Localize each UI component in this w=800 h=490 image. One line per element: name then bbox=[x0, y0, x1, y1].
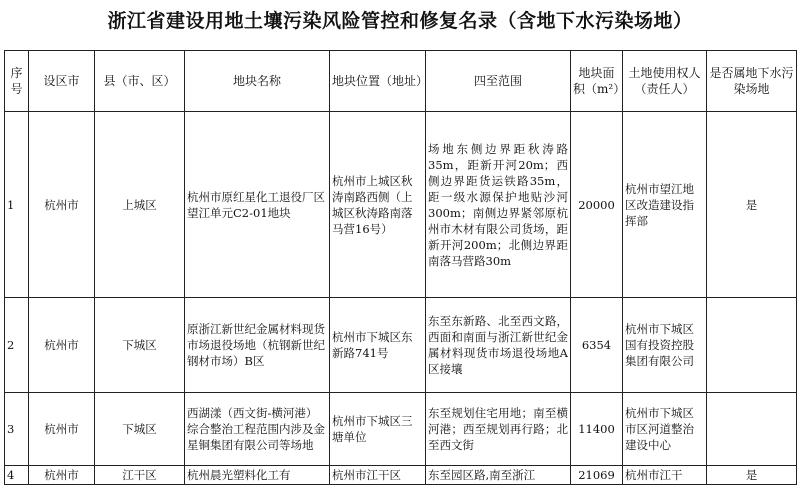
row-area: 11400 bbox=[571, 393, 623, 466]
row-boundary: 东至东新路、北至西文路，西面和南面与浙江新世纪金属材料现货市场退役场地A区接壤 bbox=[426, 298, 571, 393]
table-header-row bbox=[5, 51, 797, 112]
row-location: 杭州市江干区 bbox=[330, 466, 426, 485]
table-row bbox=[5, 112, 797, 298]
row-site-name: 杭州晨光塑料化工有 bbox=[185, 466, 330, 485]
header-site-name: 地块名称 bbox=[185, 51, 330, 112]
row-site-name: 西湖漾（西文街-横河港）综合整治工程范围内涉及金星铜集团有限公司等场地 bbox=[185, 393, 330, 466]
row-boundary: 东至园区路,南至浙江 bbox=[426, 466, 571, 485]
row-area: 21069 bbox=[571, 466, 623, 485]
pollution-sites-table bbox=[4, 50, 797, 485]
row-no: 4 bbox=[5, 466, 29, 485]
row-county: 下城区 bbox=[95, 298, 185, 393]
row-area: 20000 bbox=[571, 112, 623, 298]
row-location: 杭州市下城区三塘单位 bbox=[330, 393, 426, 466]
row-site-name: 杭州市原红星化工退役厂区望江单元C2-01地块 bbox=[185, 112, 330, 298]
row-boundary: 场地东侧边界距秋涛路35m，距新开河20m；西侧边界距货运铁路35m，距一级水源保护地贴沙河300m；南侧边界紧邻原杭州市木材有限公司货场，距新开河200m；北侧边界距南落马营路30m bbox=[426, 112, 571, 298]
row-no: 3 bbox=[5, 393, 29, 466]
row-no: 1 bbox=[5, 112, 29, 298]
table-row bbox=[5, 298, 797, 393]
row-county: 江干区 bbox=[95, 466, 185, 485]
document-title: 浙江省建设用地土壤污染风险管控和修复名录（含地下水污染场地） bbox=[107, 10, 693, 32]
row-owner: 杭州市望江地区改造建设指挥部 bbox=[623, 112, 707, 298]
row-city: 杭州市 bbox=[29, 112, 95, 298]
header-groundwater: 是否属地下水污染场地 bbox=[707, 51, 797, 112]
row-groundwater bbox=[707, 298, 797, 393]
row-site-name: 原浙江新世纪金属材料现货市场退役场地（杭钢新世纪钢材市场）B区 bbox=[185, 298, 330, 393]
row-groundwater: 是 bbox=[707, 466, 797, 485]
header-no: 序号 bbox=[5, 51, 29, 112]
row-location: 杭州市上城区秋涛南路西侧（上城区秋涛路南落马营16号） bbox=[330, 112, 426, 298]
row-owner: 杭州市江干 bbox=[623, 466, 707, 485]
row-owner: 杭州市下城区市区河道整治建设中心 bbox=[623, 393, 707, 466]
row-city: 杭州市 bbox=[29, 298, 95, 393]
row-city: 杭州市 bbox=[29, 393, 95, 466]
header-owner: 土地使用权人（责任人） bbox=[623, 51, 707, 112]
table-row bbox=[5, 466, 797, 485]
row-area: 6354 bbox=[571, 298, 623, 393]
header-boundary: 四至范围 bbox=[426, 51, 571, 112]
table-row bbox=[5, 393, 797, 466]
row-county: 下城区 bbox=[95, 393, 185, 466]
row-county: 上城区 bbox=[95, 112, 185, 298]
row-boundary: 东至规划住宅用地；南至横河港；西至规划再行路；北至西文街 bbox=[426, 393, 571, 466]
row-owner: 杭州市下城区国有投资控股集团有限公司 bbox=[623, 298, 707, 393]
header-area: 地块面积（m²） bbox=[571, 51, 623, 112]
row-location: 杭州市下城区东新路741号 bbox=[330, 298, 426, 393]
header-city: 设区市 bbox=[29, 51, 95, 112]
row-no: 2 bbox=[5, 298, 29, 393]
row-city: 杭州市 bbox=[29, 466, 95, 485]
row-groundwater: 是 bbox=[707, 112, 797, 298]
header-location: 地块位置（地址） bbox=[330, 51, 426, 112]
row-groundwater bbox=[707, 393, 797, 466]
header-county: 县（市、区） bbox=[95, 51, 185, 112]
